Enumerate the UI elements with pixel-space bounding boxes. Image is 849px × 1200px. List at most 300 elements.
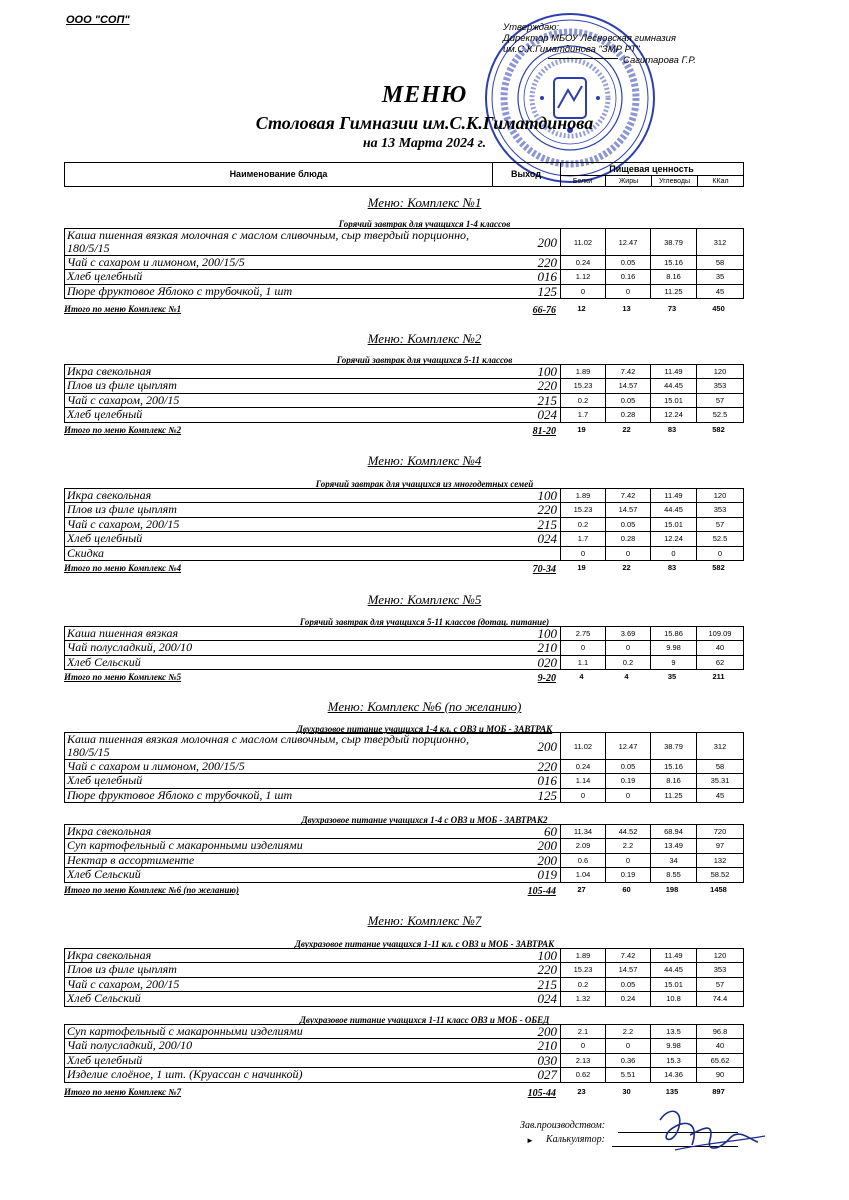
total-protein: 23 [577,1087,586,1096]
dish-fat: 0.28 [605,408,650,421]
dish-protein: 15.23 [560,963,605,976]
dish-carbs: 13.5 [650,1025,696,1038]
dish-kcal: 120 [696,949,743,962]
total-label: Итого по меню Комплекс №5 [64,672,182,682]
dish-fat: 0 [605,854,650,867]
dish-name: Хлеб целебный [67,1053,143,1067]
dish-carbs: 11.25 [650,789,696,802]
dish-fat: 14.57 [605,379,650,392]
dish-name: Хлеб целебный [67,270,143,284]
dish-name: Хлеб Сельский [67,868,141,882]
dish-kcal: 45 [696,285,743,298]
total-output: 70-34 [532,564,556,575]
dish-output: 220 [537,502,557,518]
dish-carbs: 8.16 [650,774,696,787]
dish-output: 024 [537,991,557,1007]
dish-output: 200 [537,235,557,250]
dish-name: Чай с сахаром, 200/15 [67,517,180,531]
dish-fat: 7.42 [605,365,650,378]
dish-kcal: 353 [696,963,743,976]
dish-carbs: 11.49 [650,365,696,378]
rows-block [64,364,744,423]
header-fat: Жиры [606,176,652,187]
total-output: 66-76 [532,305,556,316]
dish-kcal: 57 [696,518,743,531]
dish-output: 60 [544,824,557,839]
total-row-complex-4 [64,563,744,575]
dish-name: Пюре фруктовое Яблоко с трубочкой, 1 шт [67,788,293,802]
dish-output: 220 [537,255,557,270]
dish-kcal: 132 [696,854,743,867]
dish-carbs: 38.79 [650,229,696,255]
total-protein: 12 [577,304,586,313]
total-output: 81-20 [532,426,556,437]
dish-output: 024 [537,407,557,423]
total-row-complex-2 [64,425,744,437]
dish-protein: 0.24 [560,256,605,269]
dish-kcal: 58.52 [696,868,743,881]
calculator-label: Калькулятор: [546,1134,605,1145]
dish-fat: 0.05 [605,394,650,407]
table-row [65,641,743,655]
dish-fat: 0.16 [605,270,650,283]
dish-fat: 0.05 [605,518,650,531]
dish-kcal: 312 [696,733,743,759]
table-row [65,854,743,868]
section-title-complex-7 [0,912,849,930]
dish-kcal: 35 [696,270,743,283]
table-row [65,825,743,839]
approval-signature-line [548,58,618,59]
dish-name: Нектар в ассортименте [67,853,195,867]
dish-protein: 1.14 [560,774,605,787]
total-kcal: 450 [712,304,725,313]
dish-carbs: 44.45 [650,963,696,976]
approval-line-4: Сагитарова Г.Р. [623,55,696,66]
organization-name: ООО "СОП" [66,14,130,26]
dish-name: Хлеб целебный [67,532,143,546]
dish-carbs: 13.49 [650,839,696,852]
section-title-text: Меню: Комплекс №5 [367,592,482,607]
approval-block [503,22,803,66]
dish-kcal: 35.31 [696,774,743,787]
section-subtitle-text: Горячий завтрак для учащихся 5-11 классов (дотац. питание) [299,617,550,627]
dish-fat: 0 [605,547,650,560]
dish-name: Скидка [67,546,105,560]
total-fat: 60 [622,885,631,894]
dish-output: 100 [537,364,557,379]
dish-kcal: 45 [696,789,743,802]
dish-carbs: 68.94 [650,825,696,838]
dish-name: Плов из филе цыплят [67,503,177,517]
dish-fat: 0.36 [605,1054,650,1067]
dish-protein: 1.7 [560,532,605,545]
header-dish-name: Наименование блюда [65,163,493,186]
table-row [65,1054,743,1068]
total-protein: 19 [577,563,586,572]
dish-fat: 0 [605,789,650,802]
total-carbs: 83 [667,425,677,434]
dish-carbs: 44.45 [650,503,696,516]
dish-name: Хлеб целебный [67,408,143,422]
rows-block [64,824,744,883]
dish-protein: 0 [560,285,605,298]
rows-block [64,228,744,299]
dish-name: Суп картофельный с макаронными изделиями [67,1025,303,1038]
dish-fat: 0.19 [605,774,650,787]
total-carbs: 135 [665,1087,679,1096]
total-kcal: 1458 [710,885,727,894]
dish-output [500,547,560,560]
approval-line-2: Директор МБОУ Лесновская гимназия [503,33,676,44]
dish-fat: 3.69 [605,627,650,640]
dish-protein: 0.6 [560,854,605,867]
total-carbs: 198 [665,885,679,894]
dish-protein: 1.04 [560,868,605,881]
total-carbs: 83 [667,563,677,572]
dish-fat: 7.42 [605,489,650,502]
dish-fat: 0 [605,285,650,298]
dish-fat: 0 [605,641,650,654]
total-row-complex-7 [64,1087,744,1099]
table-row [65,394,743,408]
section-title-text: Меню: Комплекс №7 [367,913,482,928]
section-title-text: Меню: Комплекс №6 (по желанию) [327,699,522,714]
total-row-complex-5 [64,672,744,684]
menu-title: МЕНЮ [381,82,468,108]
total-label: Итого по меню Комплекс №7 [64,1087,182,1097]
dish-protein: 1.89 [560,365,605,378]
dish-kcal: 58 [696,256,743,269]
dish-protein: 1.89 [560,949,605,962]
dish-output: 215 [537,392,557,408]
table-row [65,760,743,774]
dish-kcal: 74.4 [696,992,743,1005]
dish-kcal: 97 [696,839,743,852]
table-row [65,256,743,270]
table-row [65,992,743,1006]
table-header [64,162,744,187]
dish-fat: 14.57 [605,503,650,516]
dish-carbs: 44.45 [650,379,696,392]
dish-carbs: 15.01 [650,978,696,991]
dish-output: 215 [537,516,557,532]
table-row [65,229,743,256]
dish-kcal: 62 [696,656,743,669]
total-fat: 30 [622,1087,631,1096]
dish-carbs: 10.8 [650,992,696,1005]
dish-output: 016 [537,269,557,285]
header-kcal: ККал [712,178,729,185]
dish-kcal: 312 [696,229,743,255]
rows-block [64,948,744,1007]
dish-name: Пюре фруктовое Яблоко с трубочкой, 1 шт [67,284,293,298]
dish-name: Чай полусладкий, 200/10 [67,1039,193,1053]
dish-carbs: 9 [650,656,696,669]
dish-carbs: 11.49 [650,949,696,962]
table-row [65,365,743,379]
dish-carbs: 15.86 [650,627,696,640]
handwritten-signature [640,1100,770,1170]
table-row [65,1025,743,1039]
dish-protein: 1.7 [560,408,605,421]
dish-carbs: 38.79 [650,733,696,759]
chief-label: Зав.производством: [520,1120,606,1131]
dish-name: Икра свекольная [67,365,152,378]
dish-protein: 0 [560,641,605,654]
dish-kcal: 720 [696,825,743,838]
dish-protein: 0.2 [560,978,605,991]
dish-name: Икра свекольная [67,825,152,838]
dish-protein: 0.2 [560,518,605,531]
dish-output: 220 [537,759,557,774]
rows-block [64,626,744,670]
dish-kcal: 353 [696,379,743,392]
dish-carbs: 11.25 [650,285,696,298]
total-output: 105-44 [527,886,556,897]
dish-output: 024 [537,531,557,547]
dish-output: 030 [537,1052,557,1068]
dish-name: Чай с сахаром, 200/15 [67,977,180,991]
dish-kcal: 0 [696,547,743,560]
dish-protein: 0 [560,547,605,560]
section-subtitle-text: Горячий завтрак для учащихся 5-11 классов [336,355,513,365]
dish-name: Чай полусладкий, 200/10 [67,641,193,655]
section-title-complex-5 [0,591,849,609]
table-row [65,532,743,546]
dish-name: Плов из филе цыплят [67,963,177,977]
total-fat: 22 [622,425,631,434]
total-label: Итого по меню Комплекс №6 (по желанию) [64,885,239,895]
dish-carbs: 15.16 [650,256,696,269]
dish-name: Хлеб целебный [67,774,143,788]
table-row [65,503,743,517]
dish-output: 016 [537,773,557,789]
dish-carbs: 15.01 [650,394,696,407]
dish-output: 125 [537,283,557,299]
rows-block [64,732,744,803]
section-title-complex-2 [0,330,849,348]
table-row [65,656,743,670]
section-title-complex-6 [0,698,849,716]
dish-fat: 2.2 [605,1025,650,1038]
total-fat: 4 [624,672,629,681]
total-carbs: 73 [667,304,677,313]
menu-date: на 13 Марта 2024 г. [362,136,487,151]
dish-carbs: 9.98 [650,1039,696,1052]
total-row-complex-6 [64,885,744,897]
approval-line-1: Утверждаю: [503,22,560,33]
table-row [65,733,743,760]
total-protein: 27 [577,885,586,894]
total-kcal: 582 [712,563,725,572]
dish-output: 100 [537,488,557,503]
dish-carbs: 14.36 [650,1068,696,1081]
dish-output: 215 [537,976,557,992]
dish-name: Хлеб Сельский [67,655,141,669]
dish-kcal: 120 [696,365,743,378]
section-title-complex-1 [0,194,849,212]
dish-name: Каша пшенная вязкая молочная с маслом сливочным, сыр твердый порционно, 180/5/15 [67,229,470,255]
dish-fat: 0 [605,1039,650,1052]
table-row [65,963,743,977]
section-title-text: Меню: Комплекс №2 [367,331,482,346]
dish-protein: 0 [560,1039,605,1052]
dish-output: 100 [537,948,557,963]
dish-protein: 0.2 [560,394,605,407]
dish-output: 200 [537,852,557,868]
total-label: Итого по меню Комплекс №2 [64,425,182,435]
dish-protein: 1.89 [560,489,605,502]
dish-fat: 44.52 [605,825,650,838]
section-subtitle-text: Двухразовое питание учащихся 1-11 кл. с ОВЗ и МОБ - ЗАВТРАК [294,939,555,949]
dish-protein: 2.13 [560,1054,605,1067]
dish-output: 027 [537,1067,557,1083]
dish-fat: 0.24 [605,992,650,1005]
dish-protein: 11.02 [560,229,605,255]
dish-fat: 5.51 [605,1068,650,1081]
dish-kcal: 120 [696,489,743,502]
dish-output: 210 [537,1038,557,1054]
dish-kcal: 109.09 [696,627,743,640]
dish-protein: 0.62 [560,1068,605,1081]
table-row [65,1039,743,1053]
table-row [65,949,743,963]
dish-protein: 2.1 [560,1025,605,1038]
table-row [65,627,743,641]
dish-kcal: 58 [696,760,743,773]
dish-kcal: 96.8 [696,1025,743,1038]
header-nutrition-title: Пищевая ценность [560,163,743,176]
dish-kcal: 353 [696,503,743,516]
header-nutrition [560,163,743,186]
dish-output: 220 [537,962,557,978]
dish-fat: 0.28 [605,532,650,545]
dish-output: 125 [537,787,557,803]
dish-name: Хлеб Сельский [67,992,141,1006]
dish-fat: 2.2 [605,839,650,852]
table-row [65,1068,743,1082]
dish-kcal: 65.62 [696,1054,743,1067]
section-subtitle-text: Двухразовое питание учащихся 1-4 кл. с ОВЗ и МОБ - ЗАВТРАК [296,724,553,734]
dish-carbs: 15.3 [650,1054,696,1067]
table-row [65,285,743,299]
dish-output: 100 [537,626,557,641]
table-row [65,839,743,853]
dish-fat: 0.19 [605,868,650,881]
dish-carbs: 9.98 [650,641,696,654]
dish-name: Суп картофельный с макаронными изделиями [67,839,303,853]
dish-carbs: 34 [650,854,696,867]
dish-name: Икра свекольная [67,949,152,962]
header-protein: Белки [560,176,606,187]
dish-carbs: 8.55 [650,868,696,881]
dish-carbs: 8.16 [650,270,696,283]
total-row-complex-1 [64,304,744,316]
dish-kcal: 40 [696,641,743,654]
section-subtitle2-text: Двухразовое питание учащихся 1-4 с ОВЗ и МОБ - ЗАВТРАК2 [301,815,548,825]
dish-fat: 0.2 [605,656,650,669]
canteen-name: Столовая Гимназии им.С.К.Гиматдинова [255,113,594,133]
table-row [65,270,743,284]
bullet-icon: ► [526,1136,534,1145]
table-row [65,379,743,393]
table-row [65,774,743,788]
section-title-text: Меню: Комплекс №4 [367,453,482,468]
dish-fat: 0.05 [605,978,650,991]
dish-fat: 12.47 [605,229,650,255]
table-row [65,547,743,561]
rows-block [64,488,744,561]
dish-name: Изделие слоёное, 1 шт. (Круассан с начинкой) [67,1068,303,1082]
section-title-text: Меню: Комплекс №1 [367,195,482,210]
dish-name: Плов из филе цыплят [67,379,177,393]
dish-name: Чай с сахаром и лимоном, 200/15/5 [67,760,245,773]
dish-protein: 11.34 [560,825,605,838]
dish-name: Икра свекольная [67,489,152,502]
header-carbs: Углеводы [652,176,698,187]
table-row [65,868,743,882]
total-output: 9-20 [537,673,556,684]
total-label: Итого по меню Комплекс №1 [64,304,182,314]
dish-carbs: 12.24 [650,408,696,421]
header-output: Выход [492,163,561,186]
dish-name: Каша пшенная вязкая молочная с маслом сливочным, сыр твердый порционно, 180/5/15 [67,733,470,759]
total-kcal: 582 [712,425,725,434]
table-row [65,489,743,503]
dish-fat: 0.05 [605,256,650,269]
dish-carbs: 11.49 [650,489,696,502]
dish-carbs: 15.01 [650,518,696,531]
dish-fat: 0.05 [605,760,650,773]
table-row [65,789,743,803]
dish-name: Чай с сахаром, 200/15 [67,393,180,407]
dish-output: 200 [537,838,557,854]
section-subtitle-text: Горячий завтрак для учащихся из многодетных семей [315,479,534,489]
dish-protein: 15.23 [560,503,605,516]
dish-kcal: 52.5 [696,532,743,545]
dish-protein: 2.09 [560,839,605,852]
total-protein: 4 [579,672,584,681]
dish-carbs: 12.24 [650,532,696,545]
dish-fat: 12.47 [605,733,650,759]
dish-fat: 14.57 [605,963,650,976]
dish-name: Каша пшенная вязкая [67,627,179,640]
dish-protein: 15.23 [560,379,605,392]
total-kcal: 211 [712,672,725,681]
dish-kcal: 40 [696,1039,743,1052]
total-output: 105-44 [527,1088,556,1099]
table-row [65,978,743,992]
total-label: Итого по меню Комплекс №4 [64,563,182,573]
dish-output: 020 [537,654,557,670]
dish-protein: 2.75 [560,627,605,640]
dish-protein: 1.32 [560,992,605,1005]
dish-kcal: 90 [696,1068,743,1081]
dish-protein: 1.1 [560,656,605,669]
dish-output: 200 [537,1024,557,1039]
dish-output: 200 [537,739,557,754]
total-protein: 19 [577,425,586,434]
dish-protein: 0 [560,789,605,802]
total-fat: 13 [622,304,631,313]
dish-name: Чай с сахаром и лимоном, 200/15/5 [67,256,245,269]
dish-protein: 0.24 [560,760,605,773]
rows-block [64,1024,744,1083]
dish-carbs: 15.16 [650,760,696,773]
dish-kcal: 57 [696,394,743,407]
total-fat: 22 [622,563,631,572]
